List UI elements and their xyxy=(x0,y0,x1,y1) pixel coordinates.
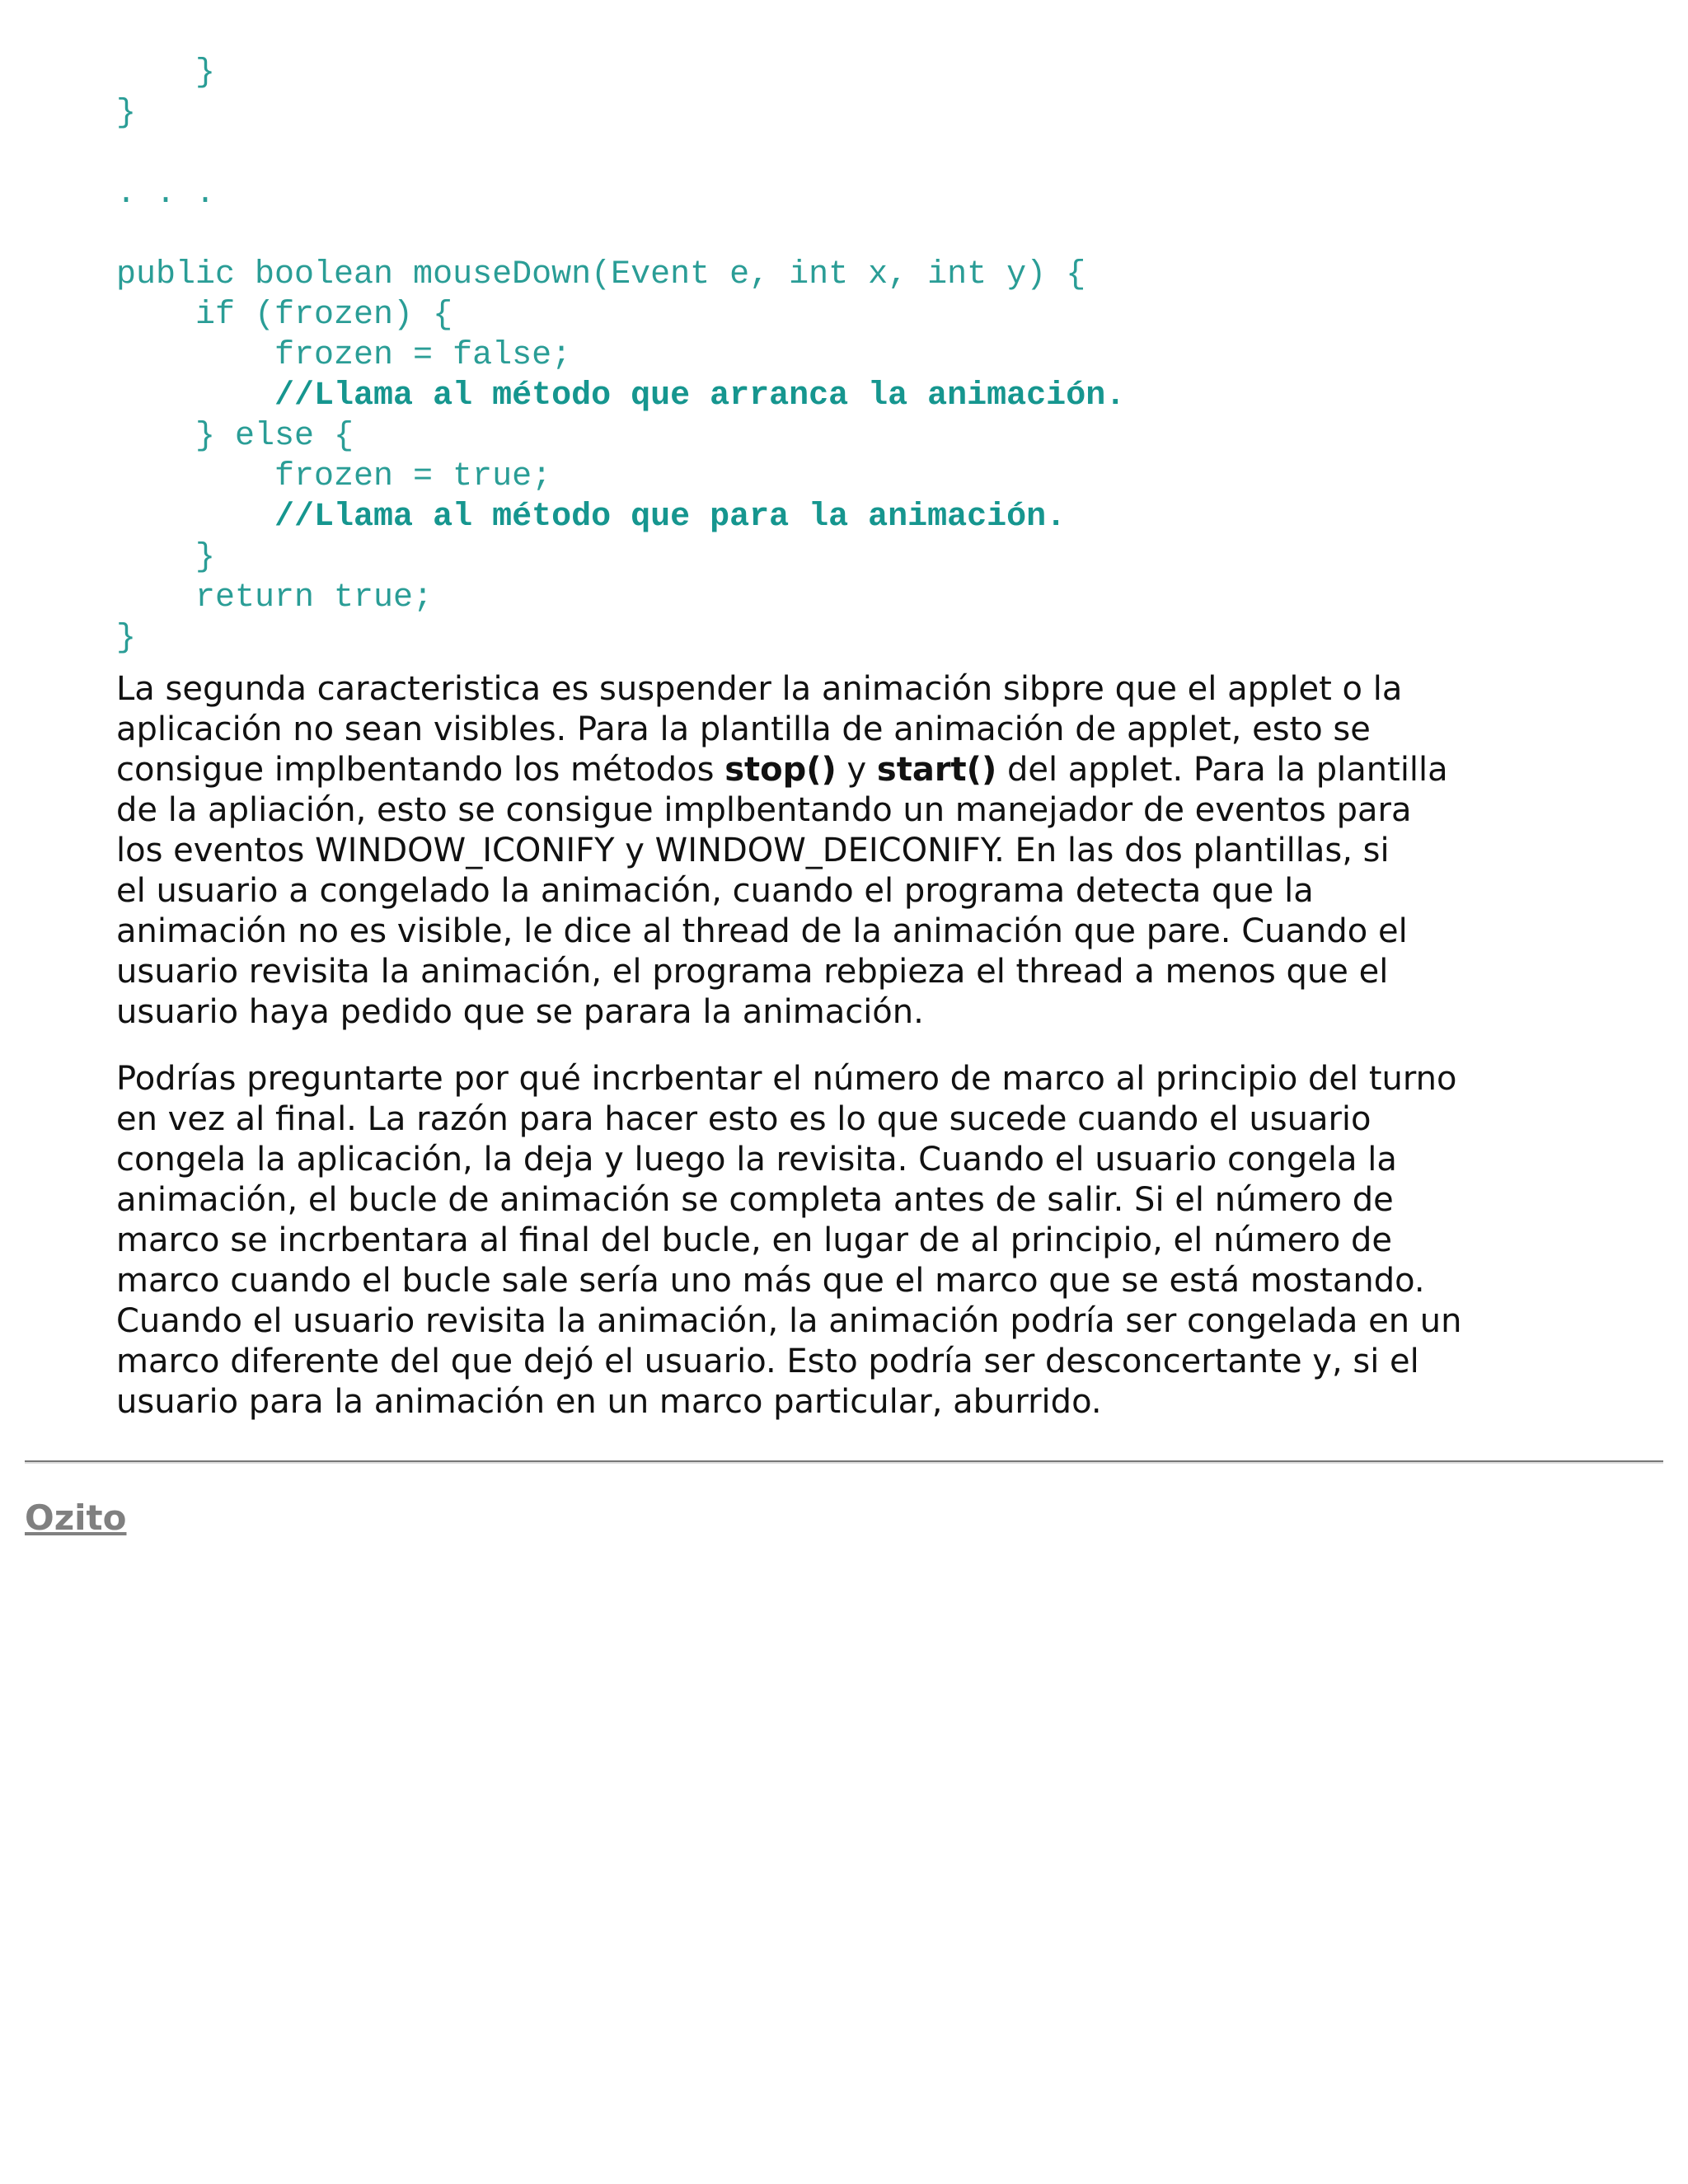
ozito-link[interactable]: Ozito xyxy=(25,1497,127,1538)
code-line: frozen = false; xyxy=(116,337,572,374)
code-line xyxy=(116,134,1125,174)
code-line: } xyxy=(116,620,137,657)
text-run: y xyxy=(836,751,877,789)
code-comment-line: //Llama al método que para la animación. xyxy=(116,499,1067,536)
code-line: . . . xyxy=(116,176,216,213)
paragraph-line xyxy=(116,750,1666,790)
text-run: congela la aplicación, la deja y luego la revisita. Cuando el usuario congela la xyxy=(116,1141,1397,1179)
text-run: consigue implbentando los métodos xyxy=(116,751,725,789)
code-line xyxy=(116,214,1125,255)
text-run: marco se incrbentara al final del bucle, en lugar de al principio, el número de xyxy=(116,1221,1392,1259)
paragraph-line xyxy=(116,1140,1666,1180)
text-run: en vez al final. La razón para hacer esto es lo que sucede cuando el usuario xyxy=(116,1100,1372,1138)
code-listing xyxy=(116,53,1125,658)
text-run: los eventos WINDOW_ICONIFY y WINDOW_DEICONIFY. En las dos plantillas, si xyxy=(116,832,1390,869)
text-run: animación, el bucle de animación se completa antes de salir. Si el número de xyxy=(116,1181,1394,1219)
text-run: marco diferente del que dejó el usuario. Esto podría ser desconcertante y, si el xyxy=(116,1343,1419,1380)
code-comment-line: //Llama al método que arranca la animación. xyxy=(116,377,1126,415)
paragraph-line xyxy=(116,790,1666,831)
text-run: de la apliación, esto se consigue implbentando un manejador de eventos para xyxy=(116,791,1412,829)
paragraph-line xyxy=(116,1180,1666,1221)
method-name: start() xyxy=(876,751,997,789)
text-run: del applet. Para la plantilla xyxy=(996,751,1448,789)
text-run: La segunda caracteristica es suspender la animación sibpre que el applet o la xyxy=(116,670,1403,708)
paragraph-line xyxy=(116,1261,1666,1301)
text-run: Podrías preguntarte por qué incrbentar el número de marco al principio del turno xyxy=(116,1060,1457,1098)
code-line: } xyxy=(116,539,216,576)
text-run: usuario revisita la animación, el programa rebpieza el thread a menos que el xyxy=(116,953,1389,991)
paragraph-line xyxy=(116,1382,1666,1422)
text-run: usuario para la animación en un marco particular, aburrido. xyxy=(116,1383,1102,1421)
paragraph-line xyxy=(116,1099,1666,1140)
code-line: if (frozen) { xyxy=(116,297,453,334)
code-line: } else { xyxy=(116,418,354,455)
paragraph-line xyxy=(116,831,1666,871)
text-run: animación no es visible, le dice al thread de la animación que pare. Cuando el xyxy=(116,912,1408,950)
code-line: } xyxy=(116,54,216,91)
text-run: marco cuando el bucle sale sería uno más que el marco que se está mostando. xyxy=(116,1262,1425,1300)
text-run: Cuando el usuario revisita la animación, la animación podría ser congelada en un xyxy=(116,1302,1462,1340)
paragraph-line xyxy=(116,871,1666,912)
paragraph-line xyxy=(116,710,1666,750)
paragraph-line xyxy=(116,1221,1666,1261)
code-line: frozen = true; xyxy=(116,458,552,495)
paragraph-suspend-animation xyxy=(116,669,1666,1033)
paragraph-line xyxy=(116,992,1666,1033)
method-name: stop() xyxy=(724,751,837,789)
paragraph-line xyxy=(116,1059,1666,1099)
paragraph-line xyxy=(116,912,1666,952)
text-run: usuario haya pedido que se parara la animación. xyxy=(116,993,924,1031)
code-line: return true; xyxy=(116,579,434,616)
text-run: el usuario a congelado la animación, cuando el programa detecta que la xyxy=(116,872,1314,910)
paragraph-line xyxy=(116,1342,1666,1382)
paragraph-line xyxy=(116,952,1666,992)
paragraph-line xyxy=(116,1301,1666,1342)
text-run: aplicación no sean visibles. Para la plantilla de animación de applet, esto se xyxy=(116,710,1371,748)
horizontal-rule xyxy=(25,1460,1663,1464)
code-line: } xyxy=(116,95,137,132)
paragraph-frame-increment xyxy=(116,1059,1666,1422)
paragraph-line xyxy=(116,669,1666,710)
code-line: public boolean mouseDown(Event e, int x, int y) { xyxy=(116,256,1086,293)
